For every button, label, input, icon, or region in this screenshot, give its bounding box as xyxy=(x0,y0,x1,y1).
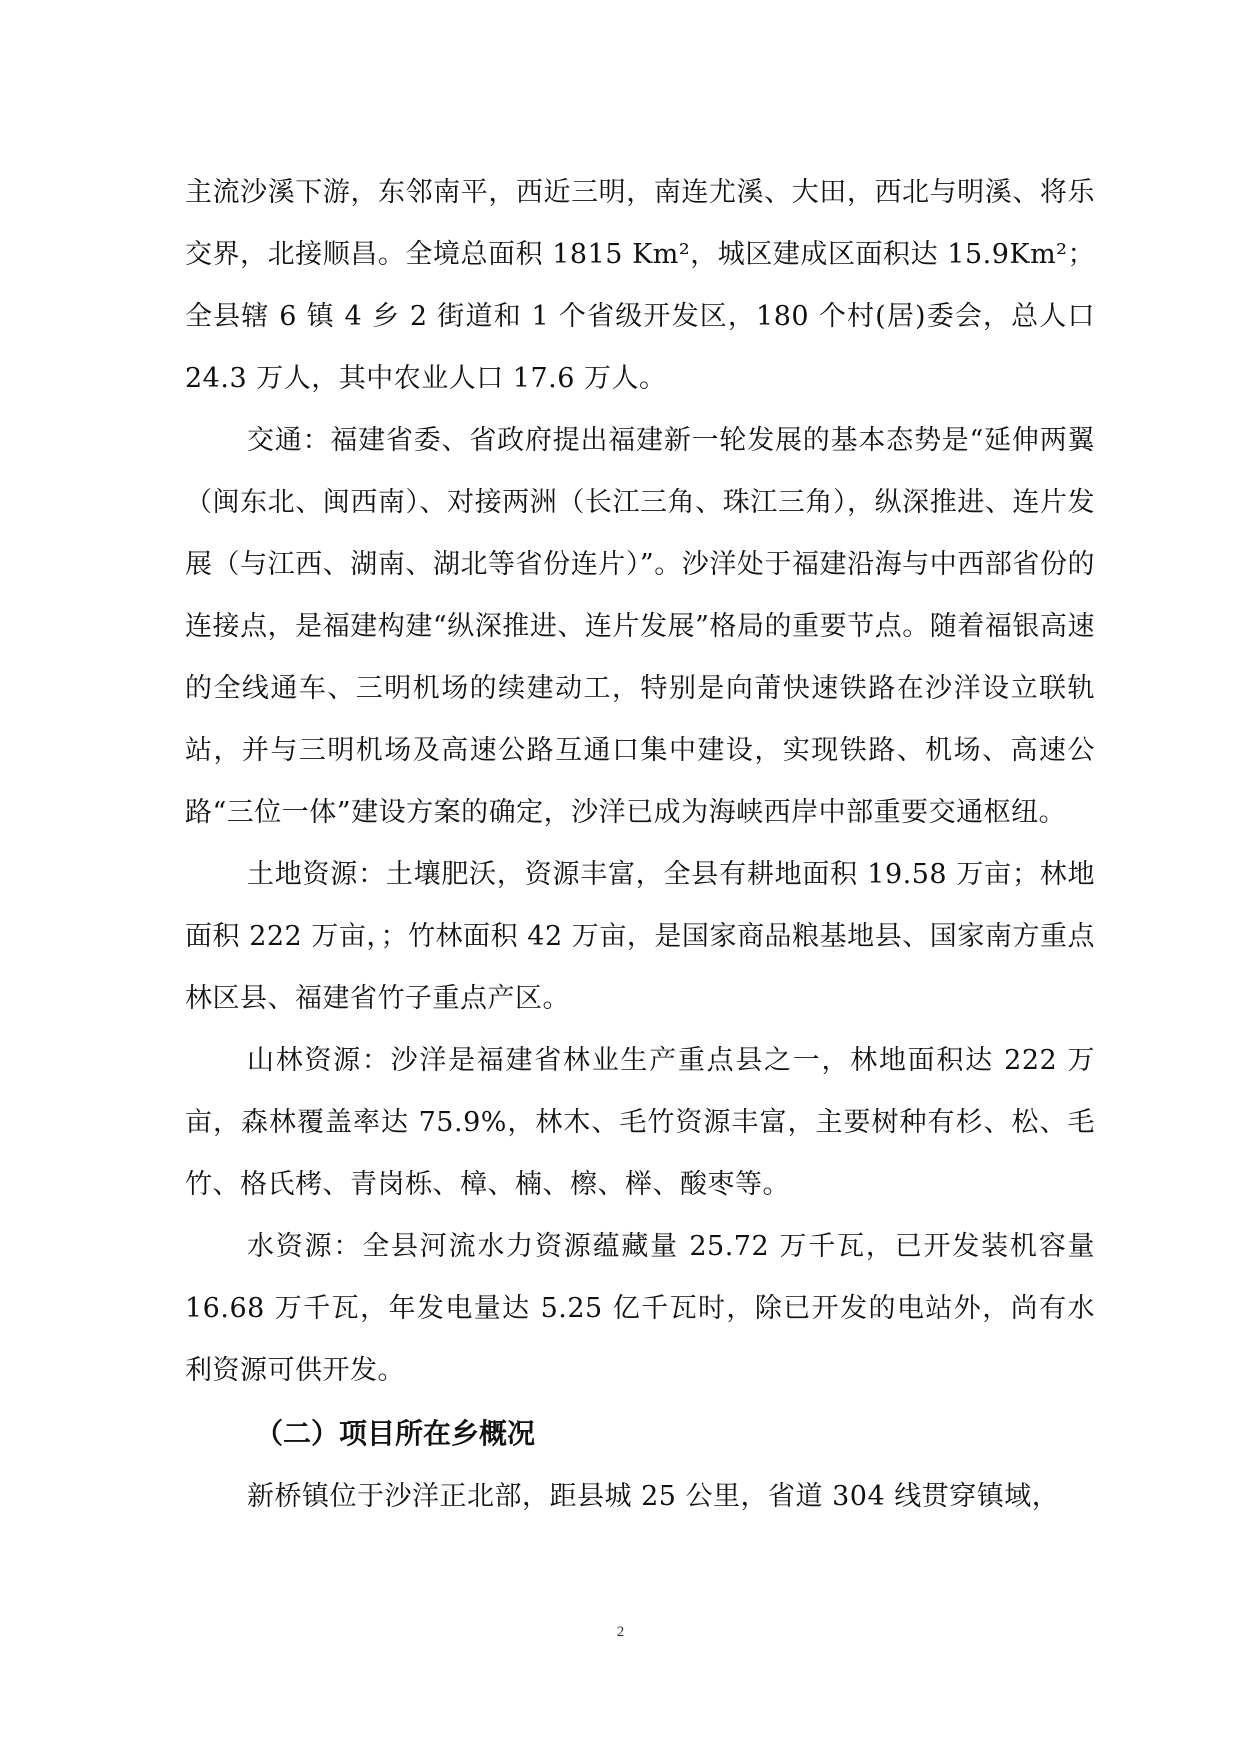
section-heading: （二）项目所在乡概况 xyxy=(255,1417,536,1450)
paragraph-transportation: 交通：福建省委、省政府提出福建新一轮发展的基本态势是“延伸两翼（闽东北、闽西南）、对接两洲（长江三角、珠江三角），纵深推进、连片发展（与江西、湖南、湖北等省份连片）”。沙洋处于福建沿海与中西部省份的连接点，是福建构建“纵深推进、连片发展”格局的重要节点。随着福银高速的全线通车、三明机场的续建动工，特别是向莆快速铁路在沙洋设立联轨站，并与三明机场及高速公路互通口集中建设，实现铁路、机场、高速公路“三位一体”建设方案的确定，沙洋已成为海峡西岸中部重要交通枢纽。 xyxy=(185,425,1095,828)
paragraph-forest-resources: 山林资源：沙洋是福建省林业生产重点县之一，林地面积达 222 万亩，森林覆盖率达 75.9%，林木、毛竹资源丰富，主要树种有杉、松、毛竹、格氏栲、青岗栎、樟、楠、檫、榉、酸枣等。 xyxy=(185,1045,1095,1200)
paragraph-land-resources: 土地资源：土壤肥沃，资源丰富，全县有耕地面积 19.58 万亩；林地面积 222 万亩，；竹林面积 42 万亩，是国家商品粮基地县、国家南方重点林区县、福建省竹子重点产区。 xyxy=(185,859,1095,1014)
paragraph-township-intro: 新桥镇位于沙洋正北部，距县城 25 公里，省道 304 线贯穿镇域， xyxy=(247,1481,1060,1512)
document-body xyxy=(185,162,1095,1528)
paragraph-overview: 主流沙溪下游，东邻南平，西近三明，南连尤溪、大田，西北与明溪、将乐交界，北接顺昌。全境总面积 1815 Km²，城区建成区面积达 15.9Km²；全县辖 6 镇 4 乡 2 街道和 1 个省级开发区，180 个村(居)委会，总人口 24.3 万人，其中农业人口 17.6 万人。 xyxy=(185,177,1095,394)
paragraph-water-resources: 水资源：全县河流水力资源蕴藏量 25.72 万千瓦，已开发装机容量 16.68 万千瓦，年发电量达 5.25 亿千瓦时，除已开发的电站外，尚有水利资源可供开发。 xyxy=(185,1231,1095,1386)
page-number: 2 xyxy=(616,1624,625,1640)
